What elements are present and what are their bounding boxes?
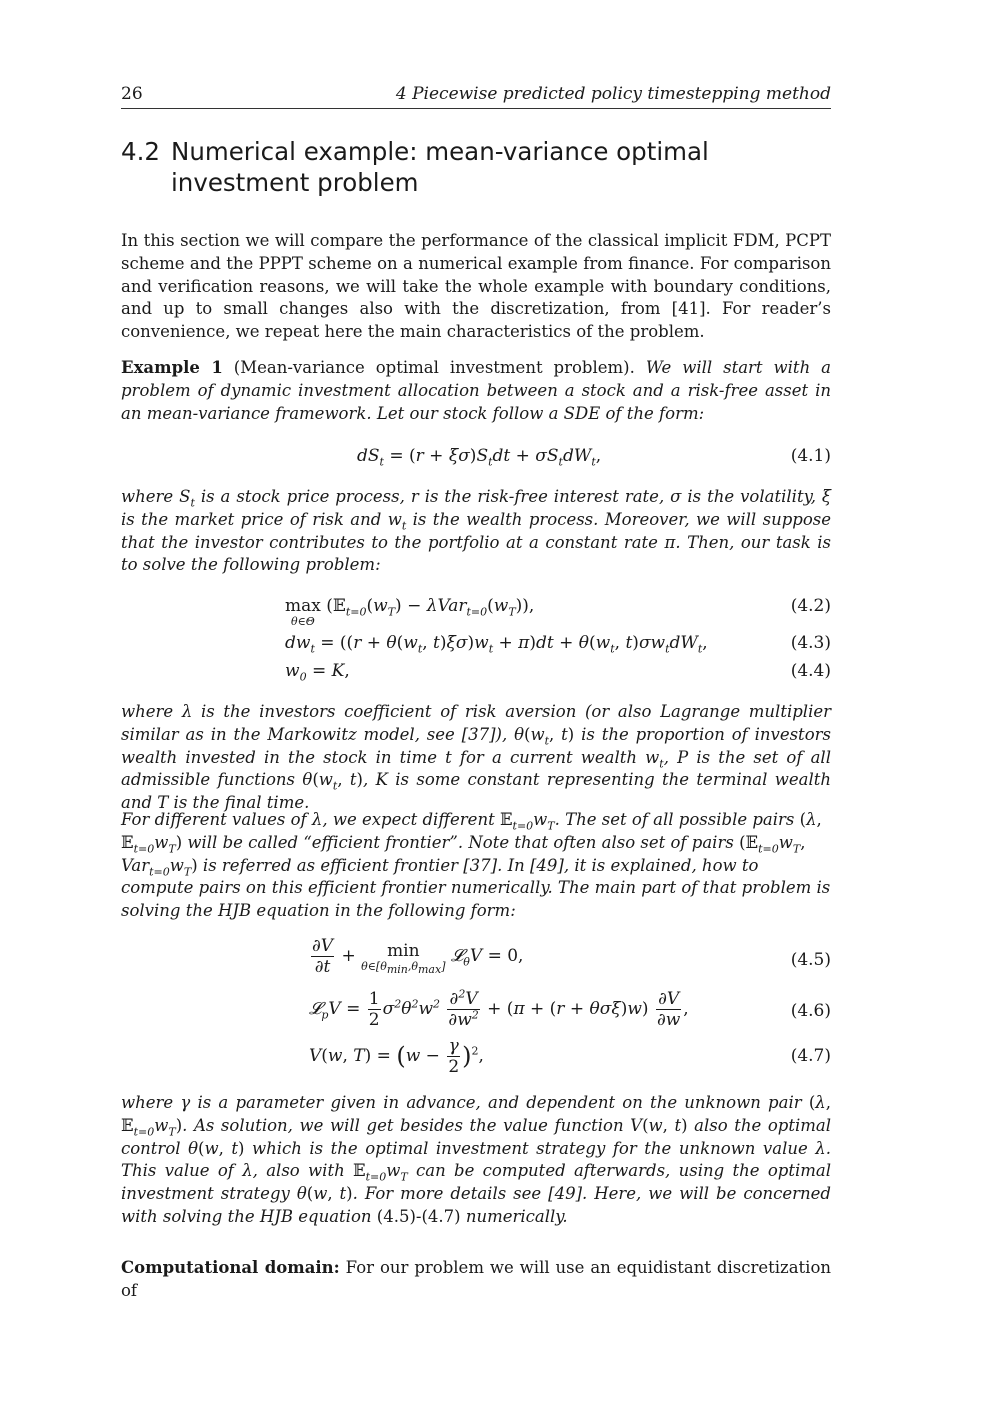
paragraph-after-eq-4-4: where λ is the investors coefficient of risk aversion (or also Lagrange multiplier similar as in the Markowitz model, see [37]), $\theta(w_t$, t) is the proportion of investors wealth invested in the stock in time t for a current wealth $w_t$, P is the set of all admissible functions $\theta(w_t$, t), K is some constant representing the terminal wealth and T is the final time. bbox=[121, 702, 832, 813]
equation-label: (4.1) bbox=[790, 446, 831, 466]
example-subtitle: (Mean-variance optimal investment problem). bbox=[233, 358, 635, 377]
section-title: Numerical example: mean-variance optimal investment problem bbox=[171, 137, 709, 197]
page-number: 26 bbox=[121, 84, 143, 104]
equation-label: (4.2) bbox=[790, 596, 831, 616]
equation-4-4: $w_0 = K$, (4.4) bbox=[285, 661, 831, 684]
equation-4-6: 𝓛$_p$V = $\frac{1}{2}$ $\sigma^2\theta^2w^2$ $\frac{\partial^2V}{\partial w^2}$ + (π + (r + θσξ)w) $\frac{\partial V}{\partial w}$ , (4.6) bbox=[309, 987, 831, 1030]
equation-label: (4.5) bbox=[790, 950, 831, 970]
equation-4-7: V(w, T) = (w − $\frac{\gamma}{2}$ )$^2$, (4.7) bbox=[309, 1036, 831, 1077]
computational-domain-label: Computational domain: bbox=[121, 1258, 340, 1277]
running-title: 4 Piecewise predicted policy timestepping method bbox=[395, 84, 831, 104]
equation-label: (4.3) bbox=[790, 633, 831, 653]
section-number: 4.2 bbox=[121, 137, 160, 166]
equation-label: (4.6) bbox=[790, 1001, 831, 1021]
example-text: We will start with a problem of dynamic investment allocation between a stock and a risk-free asset in an mean-variance framework. Let our stock follow a SDE of the form: bbox=[121, 358, 831, 423]
example-label: Example 1 bbox=[121, 358, 223, 377]
equation-label: (4.4) bbox=[790, 661, 831, 681]
paragraph-after-eq-4-1: where $S_t$ is a stock price process, r is the risk-free interest rate, σ is the volatility, ξ is the market price of risk and $w_t$ is the wealth process. Moreover, we will suppose that the investor contributes to the portfolio at a constant rate π. Then, our task is to solve the following problem: bbox=[121, 487, 832, 575]
equation-4-1: $dS_t = (r + \xi\sigma)S_tdt + \sigma S_tdW_t$, (4.1) bbox=[357, 446, 831, 469]
paragraph-efficient-frontier: For different values of λ, we expect different $𝔼_{t=0}w_T$. The set of all possible pairs (λ, $𝔼_{t=0}w_T$) will be called “efficient frontier”. Note that often also set of pairs ($𝔼_{t=0}w_T$, $Var_{t=0}w_T$) is referred as efficient frontier [37]. In [49], it is explained, how to compute pairs on this efficient frontier numerically. The main part of that problem is solving the HJB equation in the following form: bbox=[121, 810, 831, 921]
section-heading bbox=[121, 136, 831, 198]
equation-label: (4.7) bbox=[790, 1046, 831, 1066]
equation-reference: (4.5)-(4.7) bbox=[376, 1206, 461, 1226]
paragraph-after-eq-4-7: where γ is a parameter given in advance, and dependent on the unknown pair (λ, $𝔼_{t=0}w_T$). As solution, we will get besides the value function V(w, t) also the optimal control θ(w, t) which is the optimal investment strategy for the unknown value λ. This value of λ, also with $𝔼_{t=0}w_T$ can be computed afterwards, using the optimal investment strategy θ(w, t). For more details see [49]. Here, we will be concerned with solving the HJB equation (4.5)-(4.7) numerically. bbox=[121, 1093, 831, 1226]
intro-paragraph: In this section we will compare the performance of the classical implicit FDM, PCPT scheme and the PPPT scheme on a numerical example from finance. For comparison and verification reasons, we will take the whole example with boundary conditions, and up to small changes also with the discretization, from [41]. For reader’s convenience, we repeat here the main characteristics of the problem. bbox=[121, 231, 831, 342]
computational-domain-paragraph: Computational domain: For our problem we will use an equidistant discretization of bbox=[121, 1258, 831, 1300]
equation-4-2: max θ∈Θ $(𝔼_{t=0}(w_T) - \lambda Var_{t=0}(w_T))$, (4.2) bbox=[285, 596, 831, 628]
equation-4-3: $dw_t = ((r + \theta(w_t$, $t)\xi\sigma)w_t + \pi)dt + \theta(w_t$, $t)\sigma w_tdW_t$, (4.3) bbox=[285, 633, 831, 656]
example-paragraph bbox=[121, 357, 831, 425]
page-header bbox=[121, 84, 831, 109]
equation-4-5: $\frac{\partial V}{\partial t}$ + min $\theta\in[\theta_{min},\theta_{max}]$ 𝓛$_\theta$V = 0, (4.5) bbox=[312, 936, 831, 977]
